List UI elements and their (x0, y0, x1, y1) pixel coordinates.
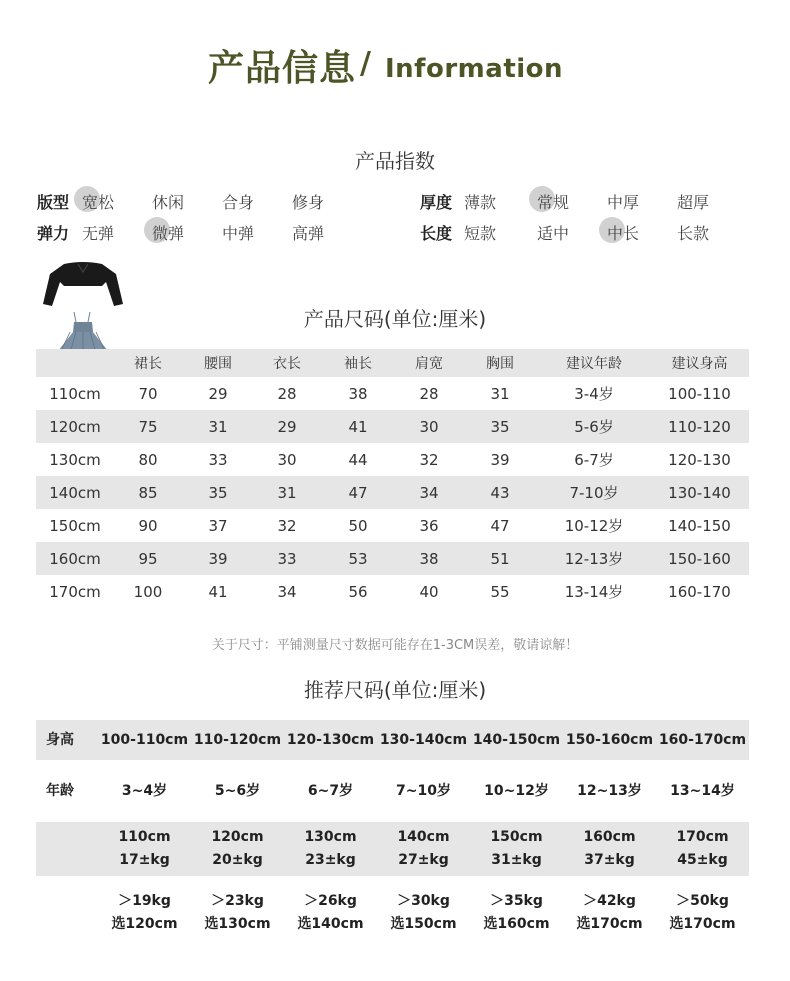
recommend-cell (191, 720, 284, 760)
size-cell: 30 (277, 450, 297, 469)
age-value: 12~13岁 (577, 782, 642, 799)
recommend-section-title: 推荐尺码(单位:厘米) (303, 678, 487, 702)
size-cell: 90 (138, 516, 158, 535)
choose-size-value: 选170cm (576, 916, 643, 932)
size-cell: 50 (348, 516, 368, 535)
size-cell: 100-110 (668, 384, 731, 403)
size-cell: 31 (254, 476, 320, 509)
index-option-label: 高弹 (291, 224, 324, 243)
size-header-cell: 建议身高 (650, 349, 749, 377)
size-cell: 39 (182, 542, 254, 575)
size-cell: 51 (462, 542, 538, 575)
size-cell: 13-14岁 (564, 583, 624, 601)
over-weight-value: ＞50kg (676, 893, 729, 909)
index-option (593, 190, 653, 213)
size-cell: 100 (133, 582, 163, 601)
index-option (663, 190, 723, 213)
table-row (36, 542, 749, 575)
recommend-cell (284, 822, 377, 876)
weight-value: 27±kg (398, 852, 449, 868)
size-value: 140cm (397, 829, 450, 845)
size-cell: 3-4岁 (574, 385, 614, 403)
size-cell: 160-170 (668, 582, 731, 601)
size-cell: 29 (208, 384, 228, 403)
over-weight-value: ＞42kg (583, 893, 636, 909)
index-option-label: 无弹 (81, 224, 114, 243)
recommend-cell (284, 720, 377, 760)
size-cell: 28 (277, 384, 297, 403)
age-value: 10~12岁 (484, 782, 549, 799)
size-cell: 37 (208, 516, 228, 535)
size-cell: 10-12岁 (564, 517, 624, 535)
index-option-selected (593, 221, 653, 244)
index-option-label: 休闲 (151, 193, 184, 212)
height-value: 120-130cm (286, 731, 375, 748)
size-cell: 35 (182, 476, 254, 509)
size-cell: 39 (490, 450, 510, 469)
over-weight-value: ＞35kg (490, 893, 543, 909)
size-cell: 95 (114, 542, 182, 575)
table-row (36, 410, 749, 443)
index-section-title: 产品指数 (355, 149, 435, 173)
size-cell: 47 (490, 516, 510, 535)
index-option (663, 221, 723, 244)
size-cell: 110cm (49, 384, 101, 403)
index-option (138, 190, 198, 213)
size-cell: 150cm (49, 516, 101, 535)
size-header-cell: 腰围 (182, 349, 254, 377)
size-cell: 38 (348, 384, 368, 403)
height-value: 130-140cm (379, 731, 468, 748)
page-title-en: Information (385, 54, 564, 84)
size-cell: 53 (320, 542, 396, 575)
size-cell: 130cm (49, 450, 101, 469)
weight-value: 20±kg (212, 852, 263, 868)
size-cell: 43 (462, 476, 538, 509)
recommend-age-row (36, 760, 749, 822)
recommend-cell (470, 760, 563, 822)
recommend-cell (191, 822, 284, 876)
weight-value: 17±kg (119, 852, 170, 868)
index-option-label: 修身 (291, 193, 324, 212)
weight-value: 37±kg (584, 852, 635, 868)
height-value: 100-110cm (100, 731, 189, 748)
recommend-row-label: 身高 (36, 720, 98, 760)
choose-size-value: 选170cm (669, 916, 736, 932)
recommend-cell (191, 876, 284, 950)
recommend-cell (98, 822, 191, 876)
index-option (68, 221, 128, 244)
title-separator: / (360, 46, 371, 81)
recommend-cell (377, 876, 470, 950)
recommend-row-label: 年龄 (46, 782, 74, 799)
size-cell: 55 (490, 582, 510, 601)
index-option (278, 190, 338, 213)
size-cell: 34 (396, 476, 462, 509)
size-header-cell: 袖长 (320, 349, 396, 377)
index-option (450, 221, 510, 244)
index-option-label: 常规 (536, 193, 569, 212)
recommend-cell (284, 760, 377, 822)
index-option (450, 190, 510, 213)
choose-size-value: 选130cm (204, 916, 271, 932)
size-header-cell: 衣长 (254, 349, 320, 377)
index-option-label: 适中 (536, 224, 569, 243)
recommend-cell (191, 760, 284, 822)
size-cell: 140cm (36, 476, 114, 509)
age-value: 7~10岁 (396, 782, 451, 799)
recommend-cell (98, 876, 191, 950)
index-option (208, 221, 268, 244)
size-header-cell: 裙长 (114, 349, 182, 377)
index-option (523, 221, 583, 244)
size-cell: 31 (182, 410, 254, 443)
index-label: 长度 (420, 224, 453, 243)
recommend-cell (656, 720, 749, 760)
index-option-label: 中长 (606, 224, 639, 243)
index-option (278, 221, 338, 244)
weight-value: 45±kg (677, 852, 728, 868)
size-cell: 38 (396, 542, 462, 575)
age-value: 3~4岁 (121, 782, 168, 799)
recommend-cell (377, 760, 470, 822)
weight-value: 31±kg (491, 852, 542, 868)
index-label: 弹力 (37, 224, 70, 243)
recommend-cell (98, 720, 191, 760)
index-option-selected (68, 190, 128, 213)
page-title-cn: 产品信息 (208, 48, 357, 89)
over-weight-value: ＞23kg (211, 893, 264, 909)
recommend-cell (284, 876, 377, 950)
size-header-cell: 建议年龄 (538, 349, 650, 377)
size-cell: 5-6岁 (538, 410, 650, 443)
size-cell: 41 (208, 582, 228, 601)
table-row (36, 476, 749, 509)
size-cell: 110-120 (650, 410, 749, 443)
size-value: 120cm (211, 829, 264, 845)
size-header-cell: 胸围 (462, 349, 538, 377)
height-value: 160-170cm (658, 731, 747, 748)
recommend-height-row (36, 720, 749, 760)
index-option (208, 190, 268, 213)
recommend-cell (656, 822, 749, 876)
recommend-weight-row (36, 822, 749, 876)
index-option-label: 短款 (463, 224, 496, 243)
index-option-label: 中厚 (606, 193, 639, 212)
size-cell: 36 (419, 516, 439, 535)
size-cell: 170cm (49, 582, 101, 601)
index-option-selected (138, 221, 198, 244)
recommend-cell (656, 760, 749, 822)
age-value: 5~6岁 (214, 782, 261, 799)
recommend-cell (377, 822, 470, 876)
choose-size-value: 选140cm (297, 916, 364, 932)
size-header-cell (36, 349, 114, 377)
size-value: 130cm (304, 829, 357, 845)
size-cell: 41 (320, 410, 396, 443)
size-cell: 47 (320, 476, 396, 509)
age-value: 6~7岁 (307, 782, 354, 799)
size-cell: 56 (348, 582, 368, 601)
index-option-label: 长款 (676, 224, 709, 243)
index-option-label: 超厚 (676, 193, 709, 212)
size-cell: 35 (462, 410, 538, 443)
size-cell: 30 (396, 410, 462, 443)
choose-size-value: 选160cm (483, 916, 550, 932)
recommend-cell (563, 720, 656, 760)
index-label: 厚度 (420, 193, 453, 212)
age-value: 13~14岁 (670, 782, 735, 799)
size-cell: 33 (254, 542, 320, 575)
size-cell: 7-10岁 (538, 476, 650, 509)
table-row (36, 575, 749, 608)
table-row (36, 443, 749, 476)
index-label: 版型 (37, 193, 70, 212)
choose-size-value: 选120cm (111, 916, 178, 932)
size-cell: 28 (419, 384, 439, 403)
height-value: 140-150cm (472, 731, 561, 748)
size-cell: 6-7岁 (574, 451, 614, 469)
size-cell: 75 (114, 410, 182, 443)
size-cell: 70 (138, 384, 158, 403)
index-option-label: 中弹 (221, 224, 254, 243)
size-cell: 32 (419, 450, 439, 469)
table-row (36, 509, 749, 542)
recommend-cell (377, 720, 470, 760)
size-value: 150cm (490, 829, 543, 845)
size-cell: 32 (277, 516, 297, 535)
recommend-cell (563, 876, 656, 950)
size-cell: 140-150 (668, 516, 731, 535)
recommend-row-label (36, 876, 98, 950)
size-value: 160cm (583, 829, 636, 845)
size-cell: 150-160 (650, 542, 749, 575)
index-option-label: 合身 (221, 193, 254, 212)
recommend-cell (563, 822, 656, 876)
height-value: 150-160cm (565, 731, 654, 748)
height-value: 110-120cm (193, 731, 282, 748)
size-value: 110cm (118, 829, 171, 845)
recommend-cell (470, 822, 563, 876)
recommend-row-label (36, 822, 98, 876)
size-cell: 34 (277, 582, 297, 601)
size-cell: 160cm (36, 542, 114, 575)
table-row (36, 377, 749, 410)
over-weight-value: ＞26kg (304, 893, 357, 909)
index-option-label: 宽松 (81, 193, 114, 212)
size-section-title: 产品尺码(单位:厘米) (303, 307, 487, 331)
index-option-label: 薄款 (463, 193, 496, 212)
index-option-selected (523, 190, 583, 213)
size-cell: 120cm (36, 410, 114, 443)
size-table-header (36, 349, 749, 377)
product-index (0, 0, 790, 260)
size-cell: 85 (114, 476, 182, 509)
size-cell: 29 (254, 410, 320, 443)
size-header-cell: 肩宽 (396, 349, 462, 377)
size-note: 关于尺寸：平铺测量尺寸数据可能存在1-3CM误差，敬请谅解！ (211, 638, 579, 653)
recommend-cell (470, 876, 563, 950)
size-cell: 40 (419, 582, 439, 601)
recommend-cell (563, 760, 656, 822)
size-cell: 80 (138, 450, 158, 469)
recommend-cell (656, 876, 749, 950)
over-weight-value: ＞19kg (118, 893, 171, 909)
choose-size-value: 选150cm (390, 916, 457, 932)
index-option-label: 微弹 (151, 224, 184, 243)
size-cell: 33 (208, 450, 228, 469)
size-cell: 12-13岁 (538, 542, 650, 575)
recommend-cell (470, 720, 563, 760)
size-table (36, 349, 749, 608)
recommend-cell (98, 760, 191, 822)
size-cell: 31 (490, 384, 510, 403)
recommend-choose-row (36, 876, 749, 950)
size-cell: 130-140 (650, 476, 749, 509)
size-cell: 120-130 (668, 450, 731, 469)
recommend-table (36, 720, 749, 950)
size-value: 170cm (676, 829, 729, 845)
size-cell: 44 (348, 450, 368, 469)
over-weight-value: ＞30kg (397, 893, 450, 909)
weight-value: 23±kg (305, 852, 356, 868)
